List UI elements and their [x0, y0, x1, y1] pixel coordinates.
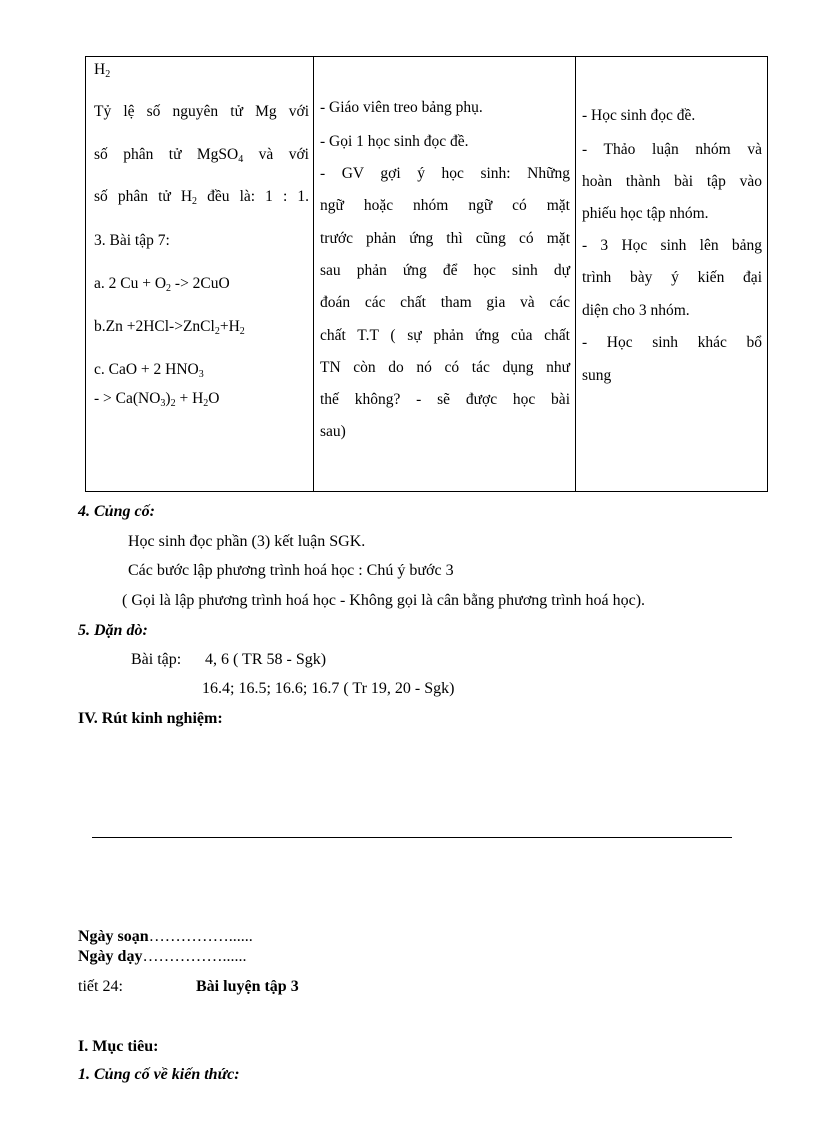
ngay-day: Ngày dạy……………...... — [78, 948, 247, 965]
lesson-number: tiết 24: — [78, 978, 123, 995]
ngay-soan: Ngày soạn……………...... — [78, 928, 253, 945]
text-line: sau phản ứng để học sinh dự — [320, 262, 570, 279]
section-4-line: Các bước lập phương trình hoá học : Chú ý bước 3 — [128, 562, 454, 579]
formula-h2: $H_2$ — [94, 61, 111, 80]
text-line: phiếu học tập nhóm. — [582, 205, 709, 222]
section-4-heading: 4. Củng cố: — [78, 503, 155, 520]
text-line: TN còn do nó có tác dụng như — [320, 359, 570, 376]
text-line: đoán các chất tham gia và các — [320, 294, 570, 311]
text-line: số phân tử MgSO$_4$ và với — [94, 146, 309, 165]
page-divider — [92, 837, 732, 838]
table-divider-2 — [575, 57, 576, 491]
table-divider-1 — [313, 57, 314, 491]
text-line: ngữ hoặc nhóm ngữ có mặt — [320, 197, 570, 214]
text-line: - 3 Học sinh lên bảng — [582, 237, 762, 254]
text-line: Tỷ lệ số nguyên tử Mg với — [94, 103, 309, 120]
section-5-heading: 5. Dặn dò: — [78, 622, 148, 639]
text-line: thế không? - sẽ được học bài — [320, 391, 570, 408]
text-line: số phân tử $H_2$ đều là: 1 : 1. — [94, 188, 309, 207]
lesson-title: Bài luyện tập 3 — [196, 978, 299, 995]
equation-c-product: - > $Ca(NO_3)_2 + H_2O$ — [94, 390, 220, 409]
homework-label: Bài tập: — [131, 651, 182, 668]
text-line: diện cho 3 nhóm. — [582, 302, 690, 319]
text-line: trước phản ứng thì cũng có mặt — [320, 230, 570, 247]
equation-a: a. 2 $Cu + O_2 -> 2CuO$ — [94, 275, 230, 294]
lesson-table — [85, 56, 768, 492]
text-line: - Gọi 1 học sinh đọc đề. — [320, 133, 469, 150]
text-line: - GV gợi ý học sinh: Những — [320, 165, 570, 182]
objectives-sub-heading: 1. Củng cố về kiến thức: — [78, 1066, 240, 1083]
objectives-heading: I. Mục tiêu: — [78, 1038, 159, 1055]
text-line: hoàn thành bài tập vào — [582, 173, 762, 190]
text-line: - Thảo luận nhóm và — [582, 141, 762, 158]
section-iv-heading: IV. Rút kinh nghiệm: — [78, 710, 223, 727]
homework-line: 16.4; 16.5; 16.6; 16.7 ( Tr 19, 20 - Sgk) — [202, 680, 455, 697]
equation-c: c. CaO + 2 $HNO_3$ — [94, 361, 204, 380]
homework-line: 4, 6 ( TR 58 - Sgk) — [205, 651, 327, 668]
section-4-line: Học sinh đọc phần (3) kết luận SGK. — [128, 533, 366, 550]
section-4-line: ( Gọi là lập phương trình hoá học - Không gọi là cân bằng phương trình hoá học). — [122, 592, 646, 609]
text-line: sung — [582, 367, 612, 384]
text-line: chất T.T ( sự phản ứng của chất — [320, 327, 570, 344]
text-line: - Học sinh đọc đề. — [582, 107, 696, 124]
text-line: sau) — [320, 423, 346, 440]
exercise-heading: 3. Bài tập 7: — [94, 232, 170, 249]
text-line: trình bày ý kiến đại — [582, 269, 762, 286]
text-line: - Học sinh khác bổ — [582, 334, 762, 351]
equation-b: $b.Zn +2HCl->ZnCl_2+H_2$ — [94, 318, 245, 337]
text-line: - Giáo viên treo bảng phụ. — [320, 99, 483, 116]
